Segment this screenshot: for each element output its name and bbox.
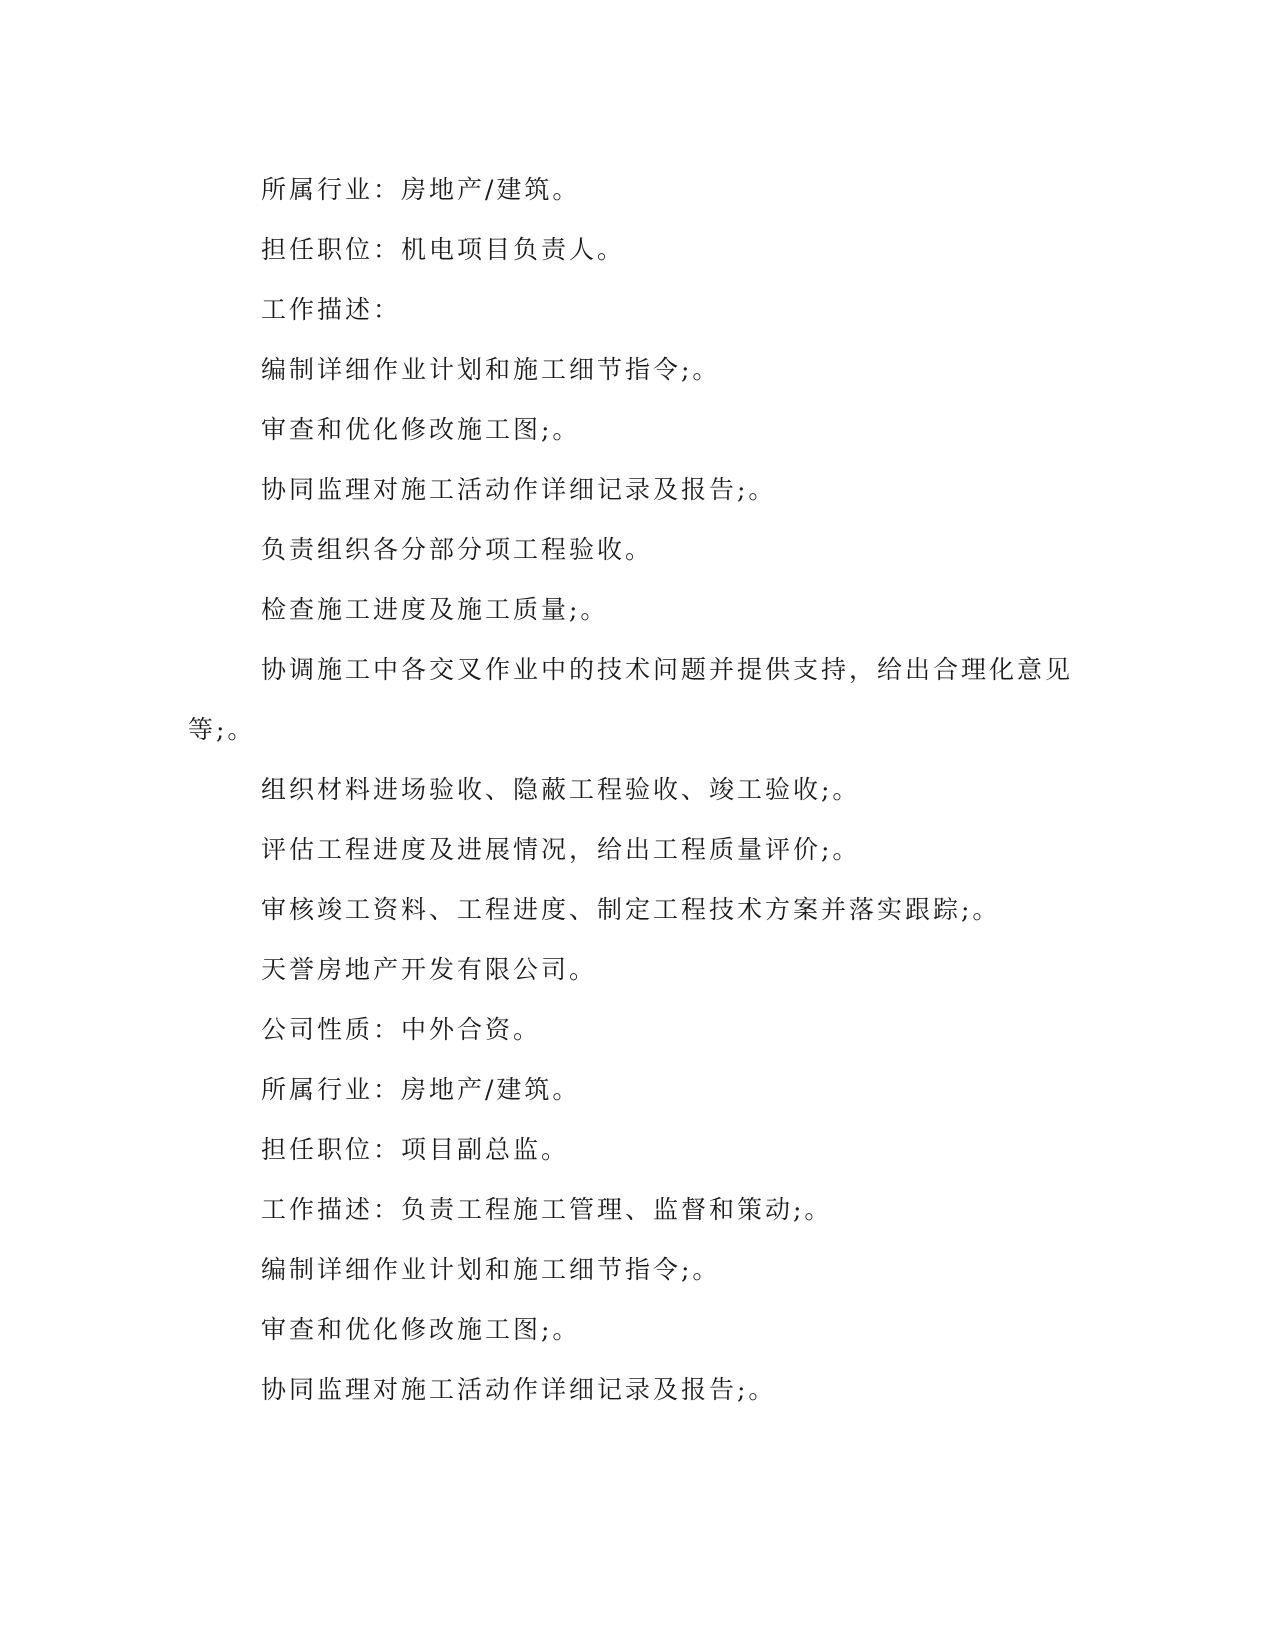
- paragraph-position: 担任职位：项目副总监。: [261, 1135, 570, 1164]
- paragraph-position: 担任职位：机电项目负责人。: [261, 235, 626, 264]
- document-body: [188, 160, 1088, 1420]
- paragraph-duty: 审核竣工资料、工程进度、制定工程技术方案并落实跟踪;。: [261, 895, 1001, 924]
- paragraph-duty: 评估工程进度及进展情况，给出工程质量评价;。: [261, 835, 861, 864]
- paragraph-company-type: 公司性质：中外合资。: [261, 1015, 542, 1044]
- paragraph-duty: 检查施工进度及施工质量;。: [261, 595, 609, 624]
- paragraph-company-name: 天誉房地产开发有限公司。: [261, 955, 598, 984]
- paragraph-industry: 所属行业：房地产/建筑。: [261, 1075, 581, 1104]
- paragraph-duty: 编制详细作业计划和施工细节指令;。: [261, 355, 721, 384]
- paragraph-job-description: 工作描述：负责工程施工管理、监督和策动;。: [261, 1195, 833, 1224]
- paragraph-duty: 协同监理对施工活动作详细记录及报告;。: [261, 1375, 777, 1404]
- paragraph-industry: 所属行业：房地产/建筑。: [261, 175, 581, 204]
- paragraph-duty: 审查和优化修改施工图;。: [261, 415, 581, 444]
- paragraph-job-description-heading: 工作描述：: [261, 295, 402, 324]
- paragraph-duty: 负责组织各分部分项工程验收。: [261, 535, 654, 564]
- paragraph-duty: 协调施工中各交叉作业中的技术问题并提供支持，给出合理化意见等;。: [188, 655, 1074, 744]
- paragraph-duty: 组织材料进场验收、隐蔽工程验收、竣工验收;。: [261, 775, 861, 804]
- paragraph-duty: 编制详细作业计划和施工细节指令;。: [261, 1255, 721, 1284]
- paragraph-duty: 协同监理对施工活动作详细记录及报告;。: [261, 475, 777, 504]
- paragraph-duty: 审查和优化修改施工图;。: [261, 1315, 581, 1344]
